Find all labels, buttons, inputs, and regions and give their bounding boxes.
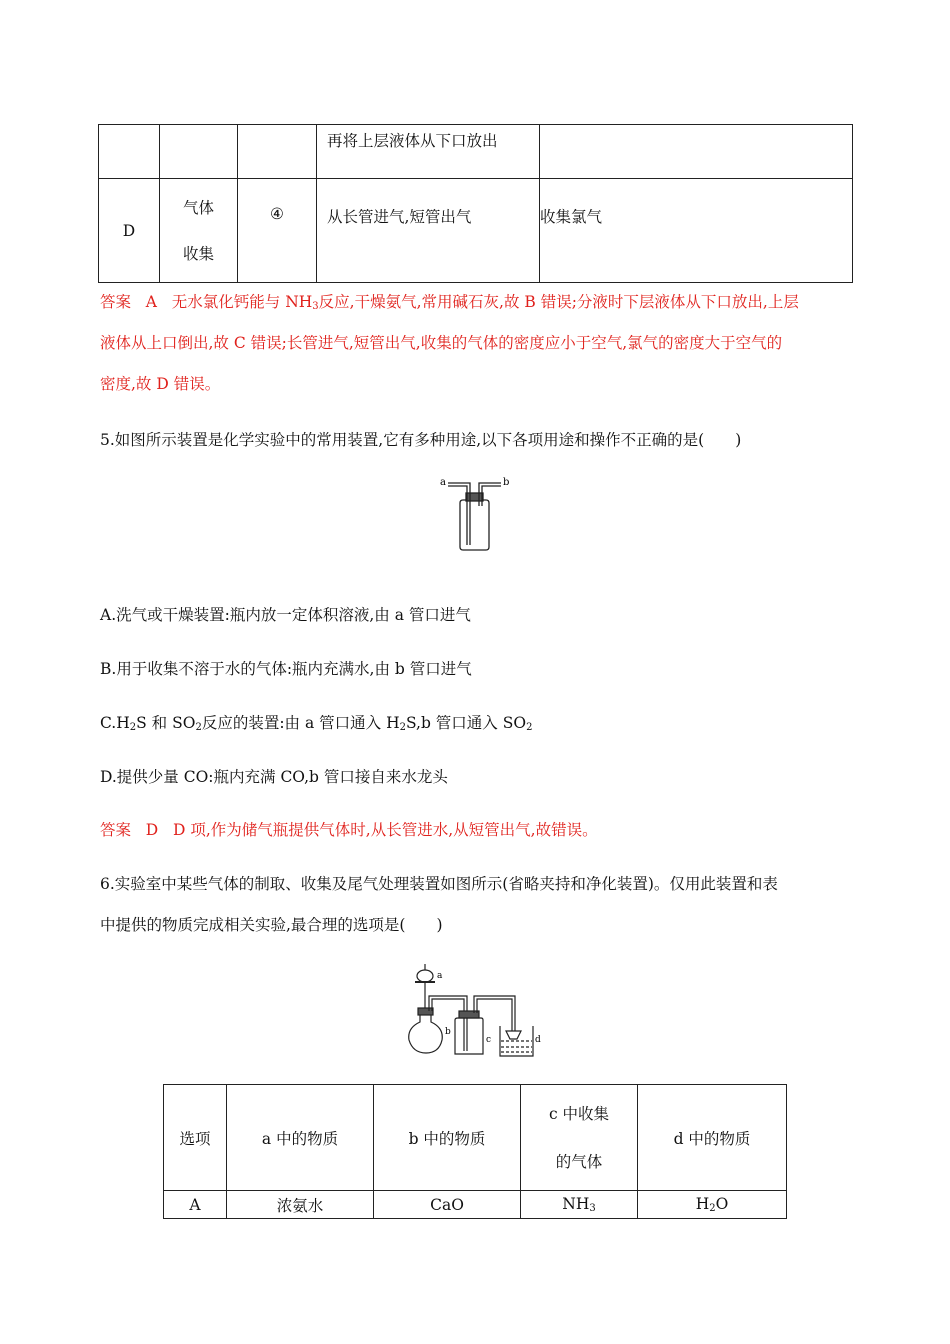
table-cell [317, 125, 540, 179]
table-cell [540, 179, 853, 283]
table-cell [638, 1191, 787, 1219]
table-cell [317, 179, 540, 283]
question-5-option-b: B.用于收集不溶于水的气体:瓶内充满水,由 b 管口进气 [100, 660, 472, 678]
header-option: 选项 [179, 1129, 211, 1148]
reagent-table-continued [98, 124, 853, 283]
subscript: 2 [399, 722, 406, 733]
question-5-option-c [100, 711, 532, 733]
table-cell [238, 125, 317, 179]
gas-bottle-figure [434, 470, 514, 555]
answer-text: 反应,干燥氨气,常用碱石灰,故 B 错误;分液时下层液体从下口放出,上层 [318, 293, 799, 311]
table-cell [374, 1191, 521, 1219]
header-cell [521, 1085, 638, 1191]
table-cell [99, 179, 160, 283]
category-text: 收集 [182, 244, 214, 263]
question-5-stem: 5.如图所示装置是化学实验中的常用装置,它有多种用途,以下各项用途和操作不正确的是( ) [100, 431, 742, 449]
subscript: 2 [129, 722, 137, 733]
reagent-table-q6 [163, 1084, 787, 1219]
answer-text: D 项,作为储气瓶提供气体时,从长管进水,从短管出气,故错误。 [173, 821, 598, 839]
answer-letter: D [145, 821, 159, 839]
header-d: d 中的物质 [673, 1129, 751, 1148]
header-cell [374, 1085, 521, 1191]
subscript: 2 [709, 1203, 716, 1214]
label-a: a [437, 971, 443, 981]
question-5-option-d: D.提供少量 CO:瓶内充满 CO,b 管口接自来水龙头 [100, 768, 448, 786]
answer-text: 无水氯化钙能与 NH [171, 293, 313, 311]
answer-4-line-3: 密度,故 D 错误。 [100, 375, 221, 393]
header-c-line-2: 的气体 [555, 1152, 603, 1171]
option-text: S 和 SO [136, 714, 196, 732]
subscript: 3 [589, 1203, 596, 1214]
header-cell [227, 1085, 374, 1191]
cell-text: NH [562, 1195, 590, 1213]
option-label: D [122, 221, 136, 240]
table-cell [99, 125, 160, 179]
header-b: b 中的物质 [408, 1129, 486, 1148]
cell-text: 浓氨水 [276, 1196, 324, 1215]
answer-4-line-2: 液体从上口倒出,故 C 错误;长管进气,短管出气,收集的气体的密度应小于空气,氯气的密度大于空气的 [100, 334, 783, 352]
table-cell [227, 1191, 374, 1219]
cell-text: O [715, 1195, 729, 1213]
table-cell [160, 179, 238, 283]
answer-letter: A [145, 293, 157, 311]
question-5-option-a: A.洗气或干燥装置:瓶内放一定体积溶液,由 a 管口进气 [100, 606, 471, 624]
cell-text: H [695, 1195, 710, 1213]
device-number: ④ [270, 205, 284, 223]
answer-4-line-1 [100, 290, 799, 312]
gas-apparatus-figure [405, 956, 545, 1060]
table-cell [521, 1191, 638, 1219]
answer-5 [100, 818, 598, 840]
option-text: S,b 管口通入 SO [405, 714, 527, 732]
cell-text: CaO [430, 1195, 464, 1214]
subscript: 2 [195, 722, 202, 733]
label-a: a [440, 477, 446, 488]
table-cell [238, 179, 317, 283]
answer-label: 答案 [100, 821, 132, 839]
label-c: c [486, 1035, 492, 1045]
purpose-text: 收集氯气 [540, 208, 603, 226]
table-cell [164, 1191, 227, 1219]
header-cell [164, 1085, 227, 1191]
label-b: b [445, 1027, 451, 1037]
header-c-line-1: c 中收集 [548, 1104, 610, 1123]
subscript: 2 [526, 722, 533, 733]
category-text: 气体 [182, 198, 214, 217]
table-cell [160, 125, 238, 179]
header-a: a 中的物质 [261, 1129, 339, 1148]
cell-text: 再将上层液体从下口放出 [327, 132, 498, 150]
question-6-stem-line-2: 中提供的物质完成相关实验,最合理的选项是( ) [100, 916, 443, 934]
table-cell [540, 125, 853, 179]
option-text: C.H [100, 714, 130, 732]
label-b: b [503, 477, 510, 488]
subscript: 3 [312, 301, 319, 312]
option-label: A [189, 1195, 201, 1214]
question-6-stem-line-1: 6.实验室中某些气体的制取、收集及尾气处理装置如图所示(省略夹持和净化装置)。仅用此装置和表 [100, 875, 778, 893]
header-cell [638, 1085, 787, 1191]
label-d: d [535, 1035, 541, 1045]
table-row [164, 1191, 787, 1219]
answer-label: 答案 [100, 293, 132, 311]
option-text: 反应的装置:由 a 管口通入 H [201, 714, 400, 732]
operation-text: 从长管进气,短管出气 [327, 208, 472, 226]
